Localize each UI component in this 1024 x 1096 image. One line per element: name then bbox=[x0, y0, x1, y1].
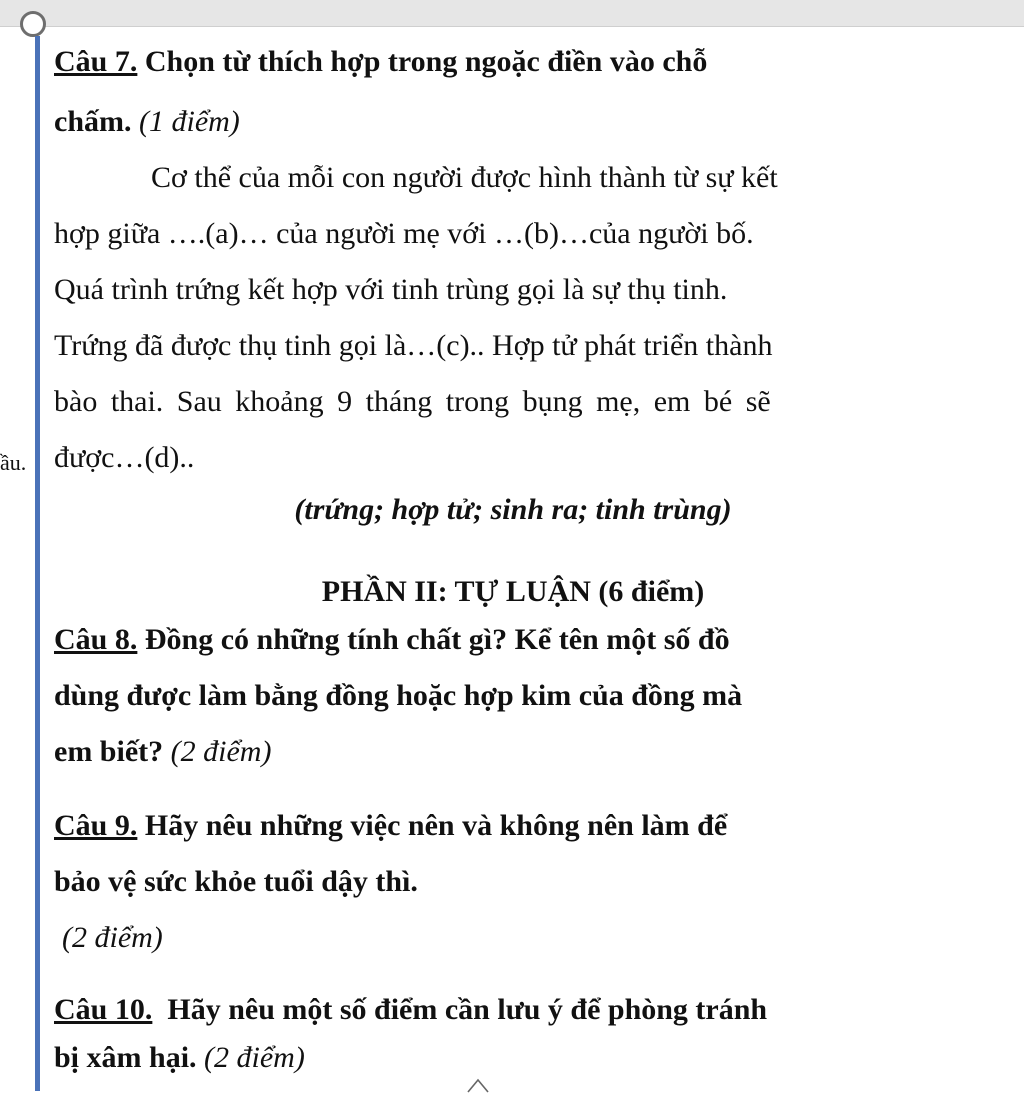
q10-line1 bbox=[54, 992, 767, 1028]
q9-line1-rest: Hãy nêu những việc nên và không nên làm để bbox=[137, 809, 728, 842]
q8-label: Câu 8. bbox=[54, 623, 138, 656]
q7-text-line-4: Trứng đã được thụ tinh gọi là…(c).. Hợp tử phát triển thành bbox=[54, 329, 773, 362]
q7-label: Câu 7. bbox=[54, 45, 138, 78]
margin-line bbox=[35, 36, 40, 1091]
q7-text-line-2 bbox=[54, 216, 1017, 252]
q10-points: (2 điểm) bbox=[204, 1041, 305, 1074]
part2-heading: PHẦN II: TỰ LUẬN (6 điểm) bbox=[321, 575, 705, 608]
q7-title-line2 bbox=[54, 104, 240, 140]
q7-title-rest: Chọn từ thích hợp trong ngoặc điền vào chỗ bbox=[137, 45, 708, 78]
q7-text-line-1: Cơ thể của mỗi con người được hình thành từ sự kết bbox=[151, 161, 778, 194]
side-text-fragment: ầu. bbox=[0, 450, 27, 475]
q7-options: (trứng; hợp tử; sinh ra; tinh trùng) bbox=[294, 493, 732, 526]
q8-line2: dùng được làm bằng đồng hoặc hợp kim của đồng mà bbox=[54, 679, 743, 712]
ruler-bar bbox=[0, 0, 1024, 27]
q7-title-line1 bbox=[54, 44, 707, 80]
q7-text-line-6: được…(d).. bbox=[54, 441, 195, 474]
q10-line2 bbox=[54, 1040, 305, 1076]
q10-line1-rest: Hãy nêu một số điểm cần lưu ý để phòng tránh bbox=[152, 993, 768, 1026]
q8-line1-rest: Đồng có những tính chất gì? Kể tên một số đồ bbox=[137, 623, 730, 656]
q8-line1 bbox=[54, 622, 730, 658]
q8-points: (2 điểm) bbox=[170, 735, 272, 768]
q10-label: Câu 10. bbox=[54, 993, 153, 1026]
q7-points: (1 điểm) bbox=[139, 105, 240, 138]
q7-text-line-2-text: hợp giữa ….(a)… của người mẹ với …(b)…của người bố. bbox=[54, 217, 754, 250]
q7-text-line-5: bào thai. Sau khoảng 9 tháng trong bụng mẹ, em bé sẽ bbox=[54, 385, 771, 418]
q7-text-line-3: Quá trình trứng kết hợp với tinh trùng gọi là sự thụ tinh. bbox=[54, 273, 728, 306]
q8-line3-text: em biết? bbox=[54, 735, 164, 768]
q8-line3 bbox=[54, 734, 271, 770]
anchor-handle-icon[interactable] bbox=[20, 11, 46, 37]
caret-up-icon bbox=[466, 1072, 490, 1096]
q9-line2: bảo vệ sức khỏe tuổi dậy thì. bbox=[54, 865, 418, 898]
q9-line1 bbox=[54, 808, 727, 844]
q7-title-line2-text: chấm. bbox=[54, 105, 132, 138]
q9-label: Câu 9. bbox=[54, 809, 138, 842]
q9-points: (2 điểm) bbox=[62, 921, 163, 954]
q10-line2-text: bị xâm hại. bbox=[54, 1041, 197, 1074]
